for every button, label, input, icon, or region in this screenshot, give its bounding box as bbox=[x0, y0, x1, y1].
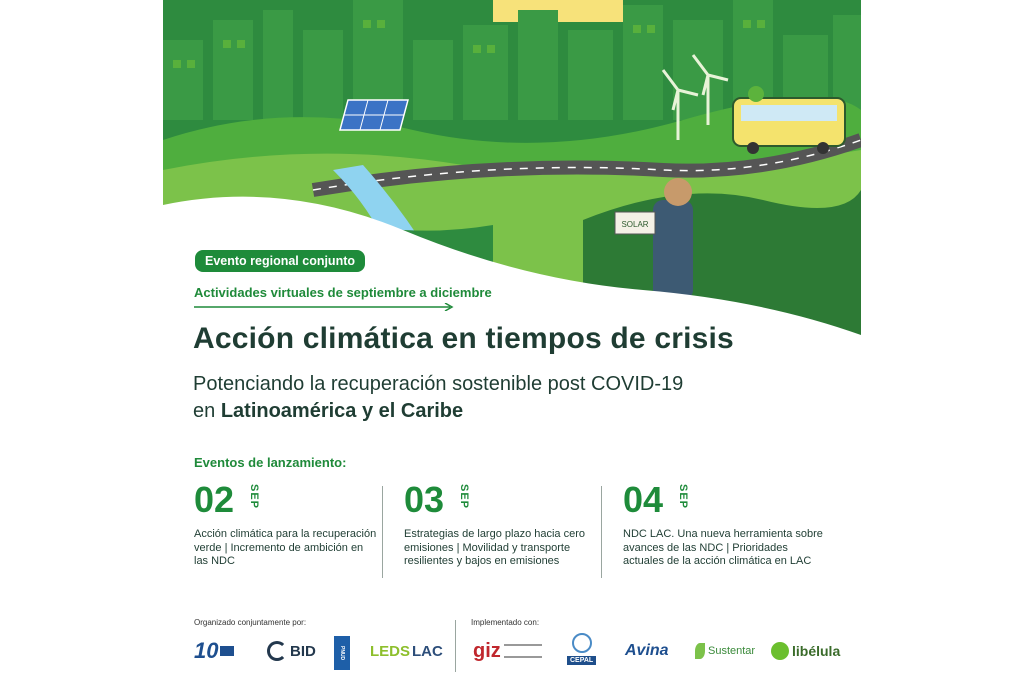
anniversary-10-logo bbox=[194, 635, 242, 667]
leds-logo-text: LEDS bbox=[370, 642, 411, 660]
event-card-3 bbox=[623, 479, 823, 582]
launch-events-heading: Eventos de lanzamiento: bbox=[194, 455, 347, 470]
un-emblem-icon bbox=[572, 633, 592, 653]
cepal-logo-text: CEPAL bbox=[567, 656, 596, 665]
divider bbox=[601, 486, 602, 578]
pnud-logo bbox=[334, 636, 350, 670]
event-description: Estrategias de largo plazo hacia cero emisiones | Movilidad y transporte resilientes y bajos en emisiones bbox=[404, 528, 585, 567]
divider bbox=[382, 486, 383, 578]
subtitle-line-1: Potenciando la recuperación sostenible post COVID-19 bbox=[193, 373, 684, 395]
event-description: NDC LAC. Una nueva herramienta sobre avances de las NDC | Prioridades actuales de la acción climática en LAC bbox=[623, 528, 823, 567]
event-day: 02 bbox=[194, 479, 235, 520]
avina-logo-text: Avina bbox=[625, 642, 669, 659]
cepal-logo bbox=[567, 633, 596, 673]
eu-flag-icon bbox=[220, 646, 234, 656]
bid-logo bbox=[267, 635, 316, 667]
event-card-1 bbox=[194, 479, 394, 582]
giz-subtext-lines bbox=[504, 644, 542, 658]
sustentar-logo-text: Sustentar bbox=[708, 645, 756, 657]
event-poster bbox=[163, 0, 861, 700]
lac-logo-text: LAC bbox=[412, 642, 443, 660]
sponsor-divider bbox=[455, 620, 456, 672]
page-title: Acción climática en tiempos de crisis bbox=[193, 322, 734, 355]
ten-logo-text: 10 bbox=[194, 638, 219, 663]
activities-subline bbox=[194, 285, 492, 300]
arrow-right-icon bbox=[194, 303, 456, 311]
bid-swirl-icon bbox=[267, 641, 287, 661]
organized-by-label: Organizado conjuntamente por: bbox=[194, 618, 307, 627]
giz-logo-text: giz bbox=[473, 639, 501, 662]
giz-logo bbox=[473, 635, 542, 667]
implemented-by-label: Implementado con: bbox=[471, 618, 540, 627]
event-month: SEP bbox=[458, 484, 470, 510]
event-card-2 bbox=[404, 479, 604, 582]
event-month: SEP bbox=[677, 484, 689, 510]
sustentar-leaf-icon bbox=[695, 643, 705, 659]
bid-logo-text: BID bbox=[290, 642, 316, 660]
subtitle-line-2 bbox=[193, 400, 463, 423]
pnud-logo-text: PNUD bbox=[339, 645, 345, 661]
activities-text: Actividades virtuales de septiembre a diciembre bbox=[194, 285, 492, 300]
libelula-logo bbox=[771, 635, 840, 667]
subtitle-region: Latinoamérica y el Caribe bbox=[220, 400, 464, 422]
event-day: 04 bbox=[623, 479, 664, 520]
event-day: 03 bbox=[404, 479, 445, 520]
avina-logo bbox=[625, 635, 669, 667]
event-description: Acción climática para la recuperación verde | Incremento de ambición en las NDC bbox=[194, 528, 377, 567]
event-month: SEP bbox=[248, 484, 260, 510]
libelula-logo-text: libélula bbox=[792, 643, 841, 659]
leds-lac-logo bbox=[370, 635, 443, 667]
sustentar-logo bbox=[695, 635, 755, 667]
libelula-circle-icon bbox=[771, 642, 789, 660]
solar-box-label: SOLAR bbox=[621, 220, 649, 229]
subtitle-prefix: en bbox=[193, 400, 221, 422]
event-type-badge: Evento regional conjunto bbox=[195, 250, 365, 272]
